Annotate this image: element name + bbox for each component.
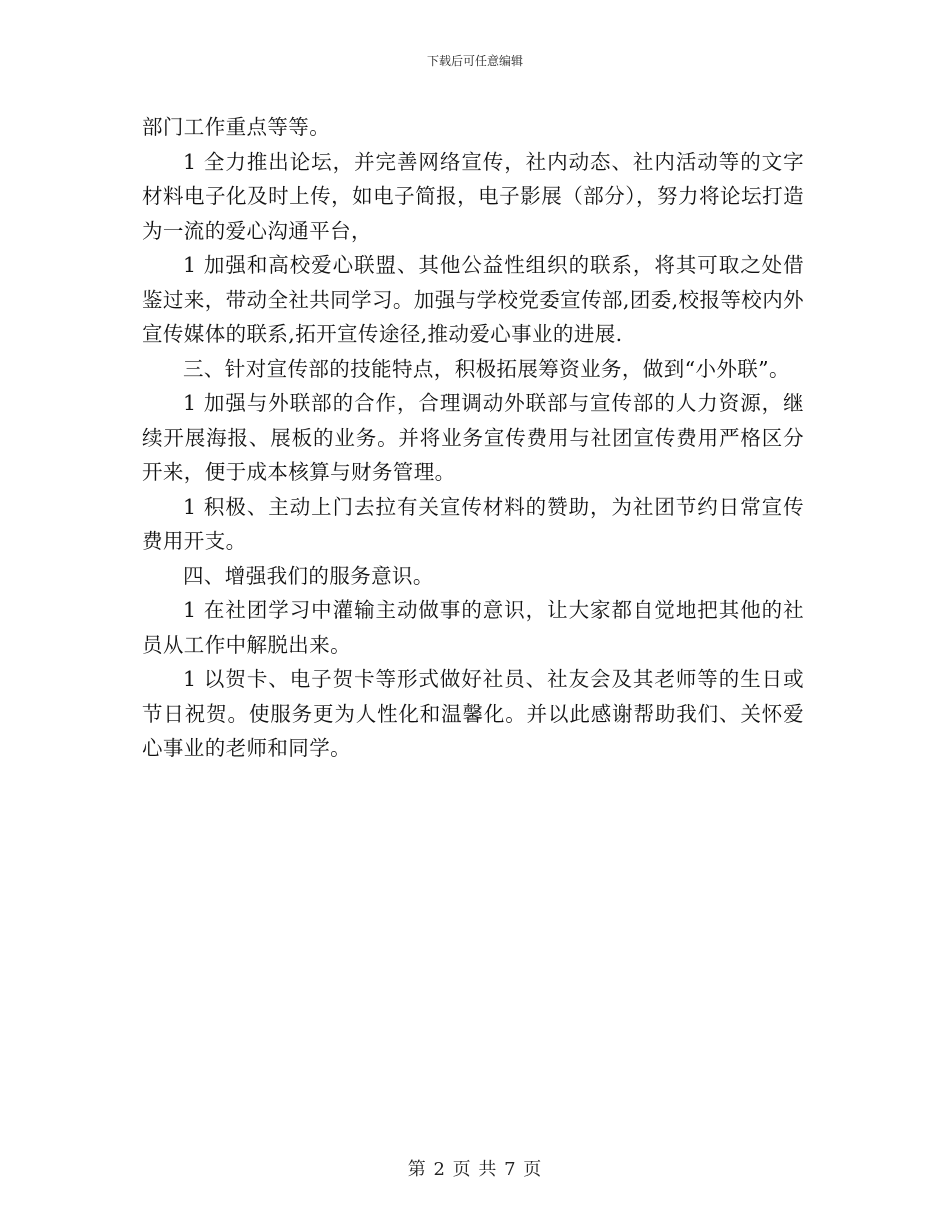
page-footer: 第 2 页 共 7 页 xyxy=(407,1159,543,1180)
section-heading-3: 三、针对宣传部的技能特点，积极拓展筹资业务，做到“小外联”。 xyxy=(183,356,790,381)
paragraph-5: 1 加强与外联部的合作，合理调动外联部与宣传部的人力资源，继续开展海报、展板的业务。并将业务宣传费用与社团宣传费用严格区分开来，便于成本核算与财务管理。 xyxy=(142,391,804,484)
paragraph-3: 1 加强和高校爱心联盟、其他公益性组织的联系，将其可取之处借鉴过来，带动全社共同学习。加强与学校党委宣传部,团委,校报等校内外宣传媒体的联系,拓开宣传途径,推动爱心事业的进展. xyxy=(142,253,804,346)
paragraph-1: 部门工作重点等等。 xyxy=(142,115,331,139)
paragraph-9: 1 以贺卡、电子贺卡等形式做好社员、社友会及其老师等的生日或节日祝贺。使服务更为人性化和温馨化。并以此感谢帮助我们、关怀爱心事业的老师和同学。 xyxy=(142,667,804,760)
page-header: 下载后可任意编辑 xyxy=(426,54,523,68)
paragraph-6: 1 积极、主动上门去拉有关宣传材料的赞助，为社团节约日常宣传费用开支。 xyxy=(142,494,804,553)
section-heading-4: 四、增强我们的服务意识。 xyxy=(183,563,434,588)
paragraph-2: 1 全力推出论坛，并完善网络宣传，社内动态、社内活动等的文字材料电子化及时上传，如电子简报，电子影展（部分），努力将论坛打造为一流的爱心沟通平台， xyxy=(142,149,804,243)
paragraph-8: 1 在社团学习中灌输主动做事的意识，让大家都自觉地把其他的社员从工作中解脱出来。 xyxy=(142,598,804,657)
document-body xyxy=(142,110,804,766)
